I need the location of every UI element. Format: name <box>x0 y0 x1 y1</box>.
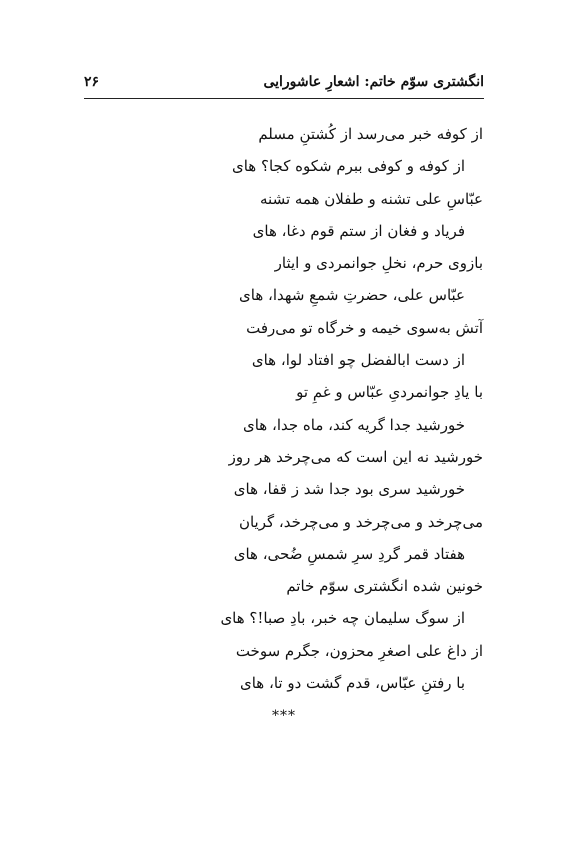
poem-line-4: فریاد و فغان از ستم قوم دغا، های <box>252 221 465 240</box>
poem <box>83 118 483 699</box>
section-ornament: *** <box>272 708 296 724</box>
page-number: ۲۶ <box>84 74 100 90</box>
poem-line-15: خونین شده انگشتری سوّم خاتم <box>286 577 483 596</box>
poem-line-14: هفتاد قمر گردِ سرِ شمسِ ضُحی، های <box>233 544 465 563</box>
poem-line-18: با رفتنِ عبّاس، قدم گشت دو تا، های <box>240 674 465 693</box>
poem-line-11: خورشید نه این است که می‌چرخد هر روز <box>228 447 483 466</box>
poem-line-7: آتش به‌سوی خیمه و خرگاه تو می‌رفت <box>246 318 483 337</box>
poem-line-5: بازوی حرم، نخلِ جوانمردی و ایثار <box>274 254 483 273</box>
poem-line-13: می‌چرخد و می‌چرخد و می‌چرخد، گریان <box>238 512 483 531</box>
poem-line-6: عبّاس علی، حضرتِ شمعِ شهدا، های <box>239 286 465 305</box>
running-title: انگشتری سوّم خاتم: اشعارِ عاشورایی <box>263 74 484 90</box>
poem-line-10: خورشید جدا گریه کند، ماه جدا، های <box>242 415 465 434</box>
poem-line-16: از سوگ سلیمان چه خبر، بادِ صبا!؟ های <box>220 609 465 628</box>
poem-line-17: از داغ علی اصغرِ محزون، جگرم سوخت <box>235 641 483 660</box>
poem-line-8: از دست ابالفضل چو افتاد لوا، های <box>251 351 465 370</box>
running-header <box>84 72 484 99</box>
poem-line-2: از کوفه و کوفی ببرم شکوه کجا؟ های <box>232 157 465 176</box>
poem-line-12: خورشید سری بود جدا شد ز قفا، های <box>233 480 465 499</box>
poem-line-3: عبّاسِ علی تشنه و طفلان همه تشنه <box>260 189 483 208</box>
poem-line-1: از کوفه خبر می‌رسد از کُشتنِ مسلم <box>258 125 483 143</box>
poem-line-9: با یادِ جوانمردیِ عبّاس و غمِ تو <box>296 383 483 402</box>
